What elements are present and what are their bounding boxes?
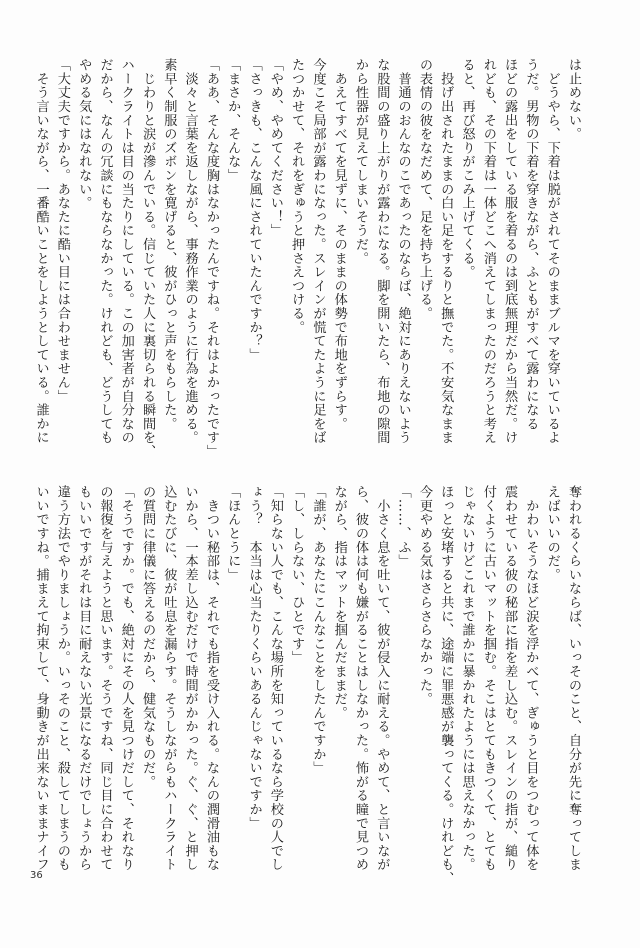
text-line: ほっと安堵すると共に、途端に罪悪感が襲ってくる。けれども、 xyxy=(438,485,454,886)
text-line: の表情の彼をなだめて、足を持ち上げる。 xyxy=(416,58,432,321)
text-line: 付くように古いマットを掴む。そこはとてもきつくて、とても xyxy=(480,485,496,872)
text-line: れども、その下着は一体どこへ消えてしまったのだろうと考え xyxy=(480,58,496,445)
text-line: 震わせている彼の秘部に指を差し込む。スレインの指が、縋り xyxy=(502,485,518,872)
text-line: から性器が見えてしまいそうだ。 xyxy=(353,58,369,265)
text-line: 淡々と言葉を返しながら、事務作業のように行為を進める。 xyxy=(182,58,198,445)
text-line: 「大丈夫ですから。あなたに酷い目には合わせません」 xyxy=(54,58,70,403)
text-block-upper xyxy=(33,58,584,459)
text-line: たつかせて、それをぎゅうと押さえつける。 xyxy=(289,58,305,334)
text-line: あえてすべてを見ずに、そのままの体勢で布地をずらす。 xyxy=(331,58,347,431)
text-line: 「ほんとうに」 xyxy=(225,485,241,582)
text-line: 違う方法でやりましょうか。いっそのこと、殺してしまうのも xyxy=(54,485,70,872)
text-line: 奪われるくらいならば、いっそのこと、自分が先に奪ってしま xyxy=(566,485,581,872)
text-line: えばいいのだ。 xyxy=(544,485,560,582)
text-line: は止めない。 xyxy=(566,58,581,141)
text-line: じわりと涙が滲んでいる。信じていた人に裏切られる瞬間を、 xyxy=(140,58,156,459)
text-line: 「……、ふ」 xyxy=(395,485,411,568)
text-line: どうやら、下着は脱がされてそのままブルマを穿いているよ xyxy=(544,58,560,445)
text-line: 「やめ、やめてください！」 xyxy=(267,58,283,238)
text-line: 今度こそ局部が露わになった。スレインが慌てたように足をば xyxy=(310,58,326,445)
text-line: ら、彼の体は何も嫌がることはしなかった。怖がる瞳で見つめ xyxy=(353,485,369,872)
page-number: 36 xyxy=(30,870,43,881)
text-line: 「ああ、そんな度胸はなかったんですね。それはよかったです」 xyxy=(203,58,219,459)
text-line: じゃないけどこれまで誰かに暴かれたようには思えなかった。 xyxy=(459,485,475,872)
text-line: ると、再び怒りがこみ上げてくる。 xyxy=(459,58,475,279)
text-line: 投げ出されたままの白い足をするりと撫でた。不安気なまま xyxy=(438,58,454,445)
text-line: きつい秘部は、それでも指を受け入れる。なんの潤滑油もな xyxy=(203,485,219,872)
text-line: 「誰が、あなたにこんなことをしたんですか」 xyxy=(310,485,326,775)
text-line: 「まさか、そんな」 xyxy=(225,58,241,183)
text-line: 今更やめる気はさらさらなかった。 xyxy=(416,485,432,706)
text-line: 小さく息を吐いて、彼が侵入に耐える。やめて、と言いなが xyxy=(374,485,390,872)
text-line: かわいそうなほど涙を浮かべて、ぎゅうと目をつむって体を xyxy=(523,485,539,872)
text-line: の報復を与えようと思います。そうですね、同じ目に合わせて xyxy=(97,485,113,872)
text-line: 素早く制服のズボンを寛げると、彼がひっと声をもらした。 xyxy=(161,58,177,431)
text-line: そう言いながら、一番酷いことをしようとしている。誰かに xyxy=(33,58,49,445)
text-line: 普通のおんなのこであったのならば、絶対にありえないよう xyxy=(395,58,411,445)
text-line: 「そうですか。でも、絶対にその人を見つけだして、それなり xyxy=(118,485,134,872)
text-line: 「知らない人でも、こんな場所を知っているなら学校の人でし xyxy=(267,485,283,872)
text-line: な股間の盛り上がりが露わになる。脚を開いたら、布地の隙間 xyxy=(374,58,390,445)
text-line: 込むたびに、彼が吐息を漏らす。そうしながらもハークライト xyxy=(161,485,177,872)
text-line: 「さっきも、こんな風にされていたんですか？」 xyxy=(246,58,262,362)
text-line: ハークライトは目の当たりにしている。この加害者が自分なの xyxy=(118,58,134,445)
text-line: ながら、指はマットを掴んだままだ。 xyxy=(331,485,347,720)
text-line: ほどの露出をしている服を着るのは到底無理だから当然だ。け xyxy=(502,58,518,445)
text-line: だから、なんの冗談にもならなかった。けれども、どうしても xyxy=(97,58,113,445)
text-line: いから、一本差し込むだけで時間がかかった。ぐ、ぐ、と押し xyxy=(182,485,198,872)
text-line: やめる気にはなれない。 xyxy=(76,58,92,210)
text-line: 「し、しらない、ひとです」 xyxy=(289,485,305,665)
text-line: ょう？ 本当は心当たりくらいあるんじゃないですか」 xyxy=(246,485,262,830)
text-line: の質問に律儀に答えるのだから、健気なものだ。 xyxy=(140,485,156,789)
text-line: いいですね。捕まえて拘束して、身動きが出来ないままナイフ xyxy=(33,485,49,872)
text-line: うだ。男物の下着を穿きながら、ふともがすべて露わになる xyxy=(523,58,539,431)
text-line: もいいですがそれは目に耐えない光景になるだけでしょうから xyxy=(76,485,92,872)
